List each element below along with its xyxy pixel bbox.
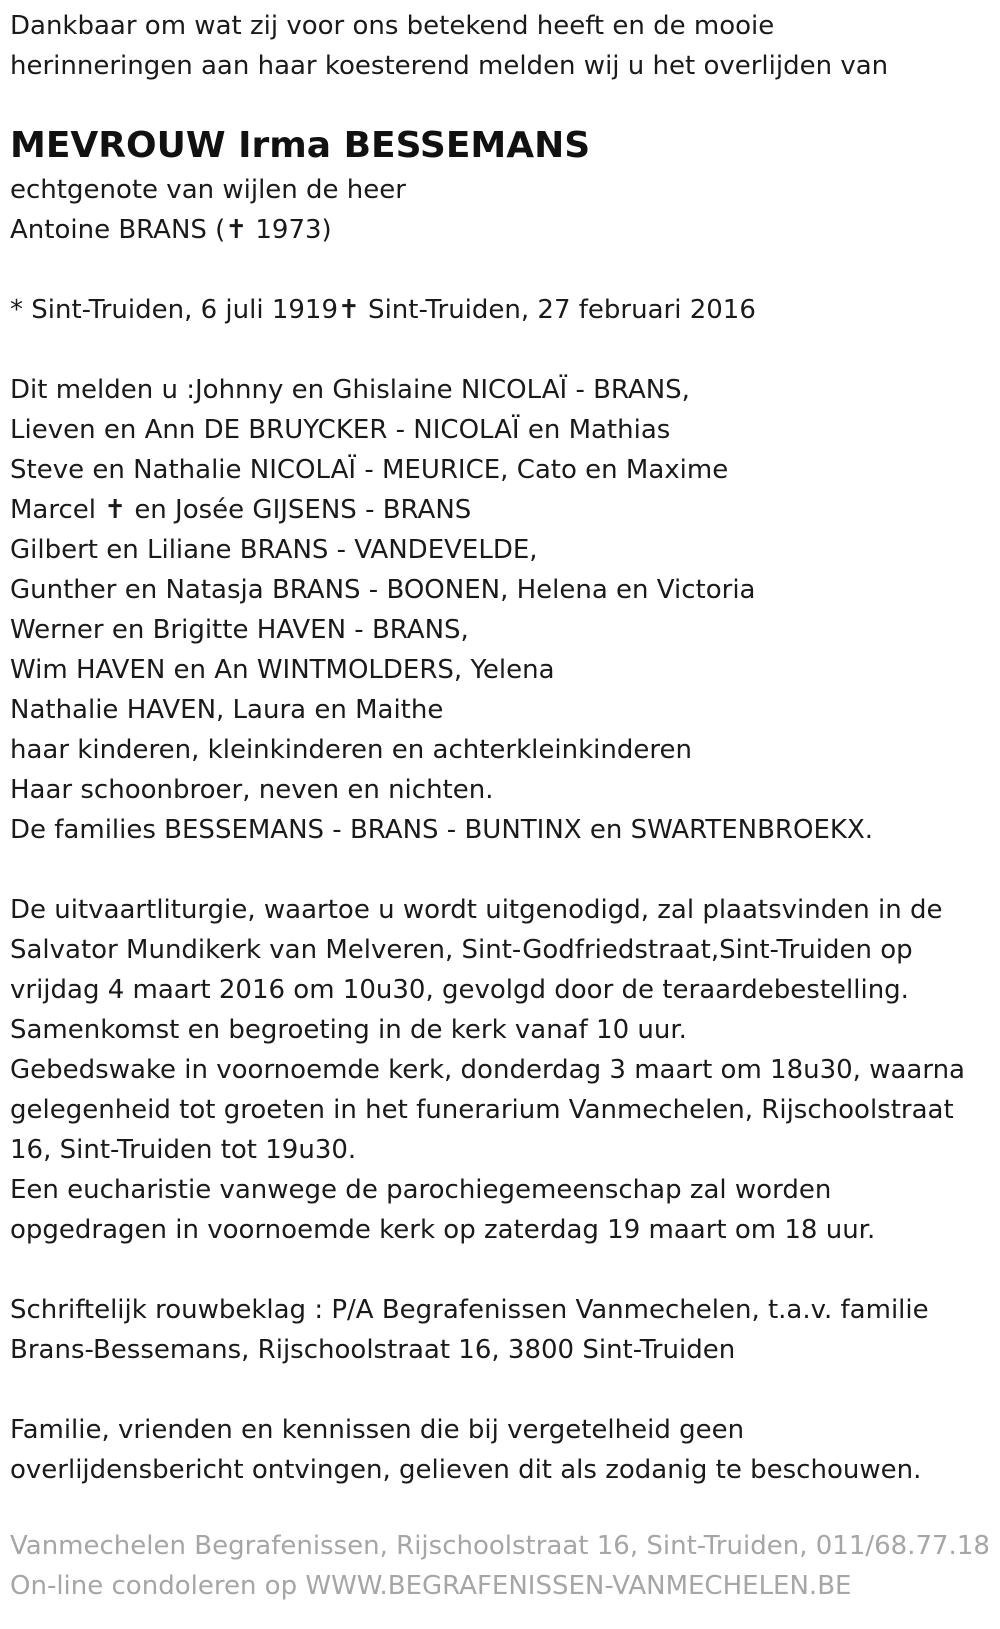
funeral-line: gelegenheid tot groeten in het funerarium Vanmechelen, Rijschoolstraat [10, 1095, 954, 1125]
spouse-paragraph [10, 170, 1000, 250]
funeral-line: opgedragen in voornoemde kerk op zaterdag 19 maart om 18 uur. [10, 1215, 876, 1245]
funeral-line: Gebedswake in voornoemde kerk, donderdag 3 maart om 18u30, waarna [10, 1055, 965, 1085]
family-line: haar kinderen, kleinkinderen en achterkleinkinderen [10, 735, 692, 765]
family-list [10, 370, 1000, 850]
funeral-line: Samenkomst en begroeting in de kerk vanaf 10 uur. [10, 1015, 687, 1045]
notice-line: Familie, vrienden en kennissen die bij vergetelheid geen [10, 1415, 745, 1445]
family-line: Lieven en Ann DE BRUYCKER - NICOLAÏ en Mathias [10, 415, 671, 445]
family-line: Gunther en Natasja BRANS - BOONEN, Helena en Victoria [10, 575, 756, 605]
footer-website: On-line condoleren op WWW.BEGRAFENISSEN-VANMECHELEN.BE [10, 1571, 852, 1601]
family-line: Gilbert en Liliane BRANS - VANDEVELDE, [10, 535, 538, 565]
deceased-name: MEVROUW Irma BESSEMANS [10, 125, 591, 166]
intro-paragraph [10, 0, 1000, 86]
funeral-line: Salvator Mundikerk van Melveren, Sint-Godfriedstraat,Sint-Truiden op [10, 935, 913, 965]
funeral-line: 16, Sint-Truiden tot 19u30. [10, 1135, 357, 1165]
footer-contact: Vanmechelen Begrafenissen, Rijschoolstraat 16, Sint-Truiden, 011/68.77.18 [10, 1531, 990, 1561]
funeral-details [10, 890, 1000, 1250]
family-line: Steve en Nathalie NICOLAÏ - MEURICE, Cato en Maxime [10, 455, 729, 485]
funeral-line: De uitvaartliturgie, waartoe u wordt uitgenodigd, zal plaatsvinden in de [10, 895, 943, 925]
intro-line: herinneringen aan haar koesterend melden wij u het overlijden van [10, 51, 889, 81]
family-line: Marcel ✝ en Josée GIJSENS - BRANS [10, 495, 472, 525]
family-line: Haar schoonbroer, neven en nichten. [10, 775, 494, 805]
condolence-address [10, 1290, 1000, 1370]
notice-paragraph [10, 1410, 1000, 1490]
condolence-line: Schriftelijk rouwbeklag : P/A Begrafenissen Vanmechelen, t.a.v. familie [10, 1295, 929, 1325]
funeral-line: Een eucharistie vanwege de parochiegemeenschap zal worden [10, 1175, 832, 1205]
notice-line: overlijdensbericht ontvingen, gelieven dit als zodanig te beschouwen. [10, 1455, 922, 1485]
family-line: Nathalie HAVEN, Laura en Maithe [10, 695, 444, 725]
intro-line: Dankbaar om wat zij voor ons betekend heeft en de mooie [10, 11, 775, 41]
funeral-home-footer [10, 1526, 1000, 1606]
funeral-line: vrijdag 4 maart 2016 om 10u30, gevolgd door de teraardebestelling. [10, 975, 909, 1005]
family-line: De families BESSEMANS - BRANS - BUNTINX en SWARTENBROEKX. [10, 815, 874, 845]
family-line: Werner en Brigitte HAVEN - BRANS, [10, 615, 469, 645]
family-line: Dit melden u :Johnny en Ghislaine NICOLAÏ - BRANS, [10, 375, 690, 405]
spouse-line: Antoine BRANS (✝ 1973) [10, 215, 332, 245]
birth-death-dates: * Sint-Truiden, 6 juli 1919✝ Sint-Truiden, 27 februari 2016 [10, 295, 756, 325]
spouse-line: echtgenote van wijlen de heer [10, 175, 406, 205]
family-line: Wim HAVEN en An WINTMOLDERS, Yelena [10, 655, 555, 685]
condolence-line: Brans-Bessemans, Rijschoolstraat 16, 3800 Sint-Truiden [10, 1335, 736, 1365]
